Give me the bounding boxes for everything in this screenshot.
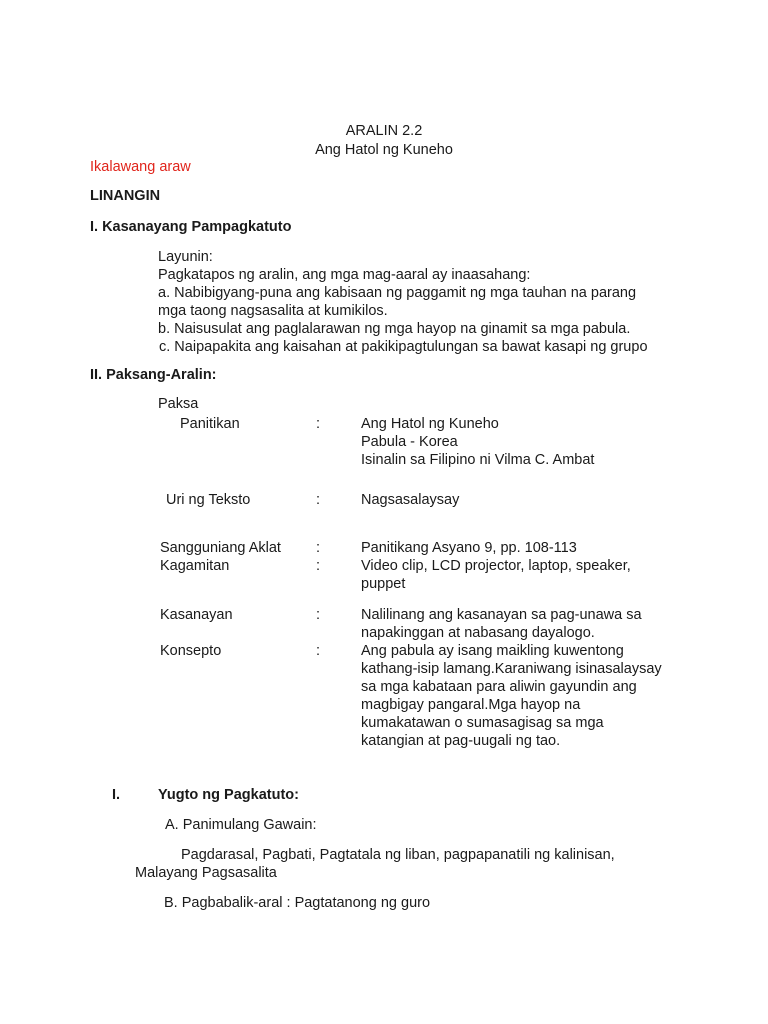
lesson-title: Ang Hatol ng Kuneho (315, 142, 453, 158)
section-one-heading: I. Kasanayang Pampagkatuto (90, 219, 292, 235)
konsepto-line: sa mga kabataan para aliwin gayundin ang (361, 679, 637, 695)
sanggunian-separator: : (316, 540, 321, 556)
lesson-number: ARALIN 2.2 (345, 123, 423, 139)
objectives-block (158, 248, 648, 356)
paksa-label: Paksa (158, 396, 199, 412)
panitikan-value-line2: Pabula - Korea (361, 434, 458, 450)
objectives-intro: Pagkatapos ng aralin, ang mga mag-aaral ay inaasahang: (158, 267, 531, 283)
kasanayan-value-line1: Nalilinang ang kasanayan sa pag-unawa sa (361, 607, 642, 623)
konsepto-line: magbigay pangaral.Mga hayop na (361, 697, 581, 713)
section-linangin-heading: LINANGIN (90, 188, 161, 204)
panitikan-label: Panitikan (180, 416, 240, 432)
section-two-heading: II. Paksang-Aralin: (90, 367, 217, 383)
panitikan-value (361, 415, 594, 469)
objectives-label: Layunin: (158, 249, 213, 265)
section-three-numeral: I. (112, 787, 121, 803)
kasanayan-label: Kasanayan (160, 607, 233, 623)
objective-c: c. Naipapakita ang kaisahan at pakikipagtulungan sa bawat kasapi ng grupo (159, 339, 648, 355)
sanggunian-value: Panitikang Asyano 9, pp. 108-113 (361, 540, 577, 556)
kagamitan-value (361, 557, 631, 593)
panitikan-value-line1: Ang Hatol ng Kuneho (361, 416, 499, 432)
konsepto-label: Konsepto (160, 643, 222, 659)
kagamitan-value-line1: Video clip, LCD projector, laptop, speaker, (361, 558, 631, 574)
kasanayan-value-line2: napakinggan at nabasang dayalogo. (361, 625, 595, 641)
uri-separator: : (316, 492, 321, 508)
sanggunian-label: Sangguniang Aklat (160, 540, 281, 556)
konsepto-line: katangian at pag-uugali ng tao. (361, 733, 561, 749)
kasanayan-value (361, 606, 642, 642)
konsepto-value (361, 642, 662, 750)
pagbabalik-aral: B. Pagbabalik-aral : Pagtatanong ng guro (164, 895, 431, 911)
panitikan-value-line3: Isinalin sa Filipino ni Vilma C. Ambat (361, 452, 595, 468)
panitikan-separator: : (316, 416, 321, 432)
section-three-heading: Yugto ng Pagkatuto: (158, 787, 299, 803)
kasanayan-separator: : (316, 607, 321, 623)
panimulang-gawain-line1: Pagdarasal, Pagbati, Pagtatala ng liban, pagpapanatili ng kalinisan, (181, 847, 615, 863)
konsepto-line: kumakatawan o sumasagisag sa mga (361, 715, 604, 731)
konsepto-separator: : (316, 643, 321, 659)
kagamitan-value-line2: puppet (361, 576, 406, 592)
panimulang-gawain-label: A. Panimulang Gawain: (165, 817, 317, 833)
objective-b: b. Naisusulat ang paglalarawan ng mga hayop na ginamit sa mga pabula. (158, 321, 631, 337)
objective-a-line1: a. Nabibigyang-puna ang kabisaan ng paggamit ng mga tauhan na parang (158, 285, 637, 301)
kagamitan-separator: : (316, 558, 321, 574)
panimulang-gawain-line2: Malayang Pagsasalita (135, 865, 277, 881)
objective-a-line2: mga taong nagsasalita at kumikilos. (158, 303, 388, 319)
kagamitan-label: Kagamitan (160, 558, 230, 574)
konsepto-line: Ang pabula ay isang maikling kuwentong (361, 643, 624, 659)
uri-value: Nagsasalaysay (361, 492, 460, 508)
uri-label: Uri ng Teksto (166, 492, 251, 508)
day-label: Ikalawang araw (90, 159, 191, 175)
konsepto-line: kathang-isip lamang.Karaniwang isinasalaysay (361, 661, 662, 677)
